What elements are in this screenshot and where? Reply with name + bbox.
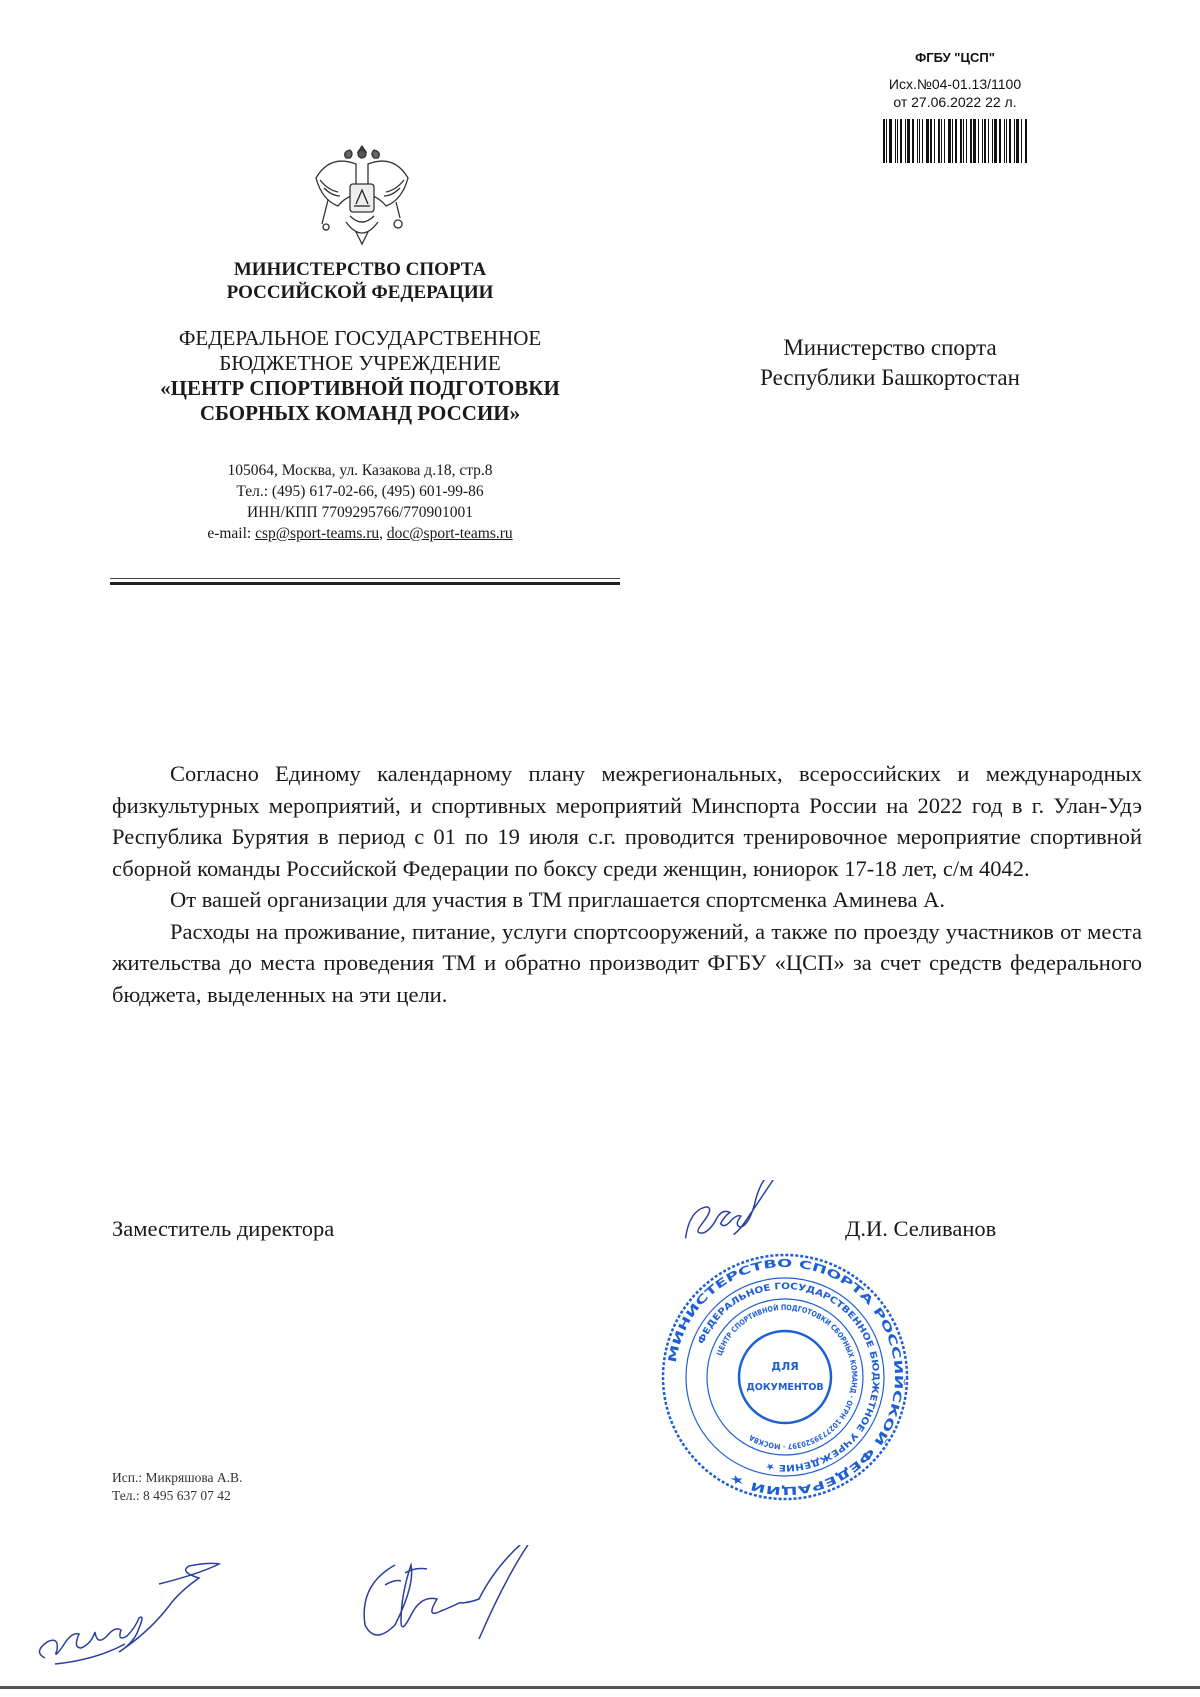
barcode-bar — [1014, 119, 1015, 163]
barcode-bar — [948, 119, 951, 163]
barcode-bar — [1016, 119, 1019, 163]
barcode-bar — [907, 119, 910, 163]
barcode-bar — [930, 119, 932, 163]
barcode-bar — [1021, 119, 1022, 163]
official-seal-icon — [660, 1252, 910, 1502]
registration-date: от 27.06.2022 22 л. — [893, 94, 1017, 110]
barcode-bar — [938, 119, 940, 163]
institution-name-line-2: СБОРНЫХ КОМАНД РОССИИ» — [199, 401, 521, 425]
seal-center-line-2: ДОКУМЕНТОВ — [746, 1382, 824, 1393]
body-paragraph: Согласно Единому календарному плану межрегиональных, всероссийских и международных физкультурных мероприятий, и спортивных мероприятий Минспорта России на 2022 год в г. Улан-Удэ Республика Бурятия в период с 01 по 19 июля с.г. проводится тренировочное мероприятие спортивной сборной команды Российской Федерации по боксу среди женщин, юниорок 17-18 лет, с/м 4042. — [112, 761, 1142, 881]
seal-middle-text: ФЕДЕРАЛЬНОЕ ГОСУДАРСТВЕННОЕ БЮДЖЕТНОЕ УЧРЕЖДЕНИЕ ★ — [696, 1281, 881, 1473]
barcode-bar — [922, 119, 923, 163]
executor-block — [112, 1469, 242, 1505]
barcode-bar — [960, 119, 962, 163]
registration-stamp — [870, 50, 1040, 163]
contact-block — [100, 460, 620, 544]
barcode-bar — [973, 119, 976, 163]
barcode-bar — [994, 119, 997, 163]
institution-heading — [100, 326, 620, 426]
barcode-bar — [900, 119, 902, 163]
barcode-bar — [886, 119, 887, 163]
barcode-bar — [963, 119, 964, 163]
addressee — [700, 333, 1080, 393]
barcode-icon — [870, 119, 1040, 163]
signer-position: Заместитель директора — [112, 1216, 335, 1241]
barcode-bar — [926, 119, 929, 163]
email-link-doc[interactable]: doc@sport-teams.ru — [386, 525, 513, 542]
coat-of-arms-icon — [306, 140, 418, 250]
seal-inner-text: ЦЕНТР СПОРТИВНОЙ ПОДГОТОВКИ СБОРНЫХ КОМАНД · ОГРН 1027739520397 · МОСКВА — [714, 1302, 860, 1452]
barcode-bar — [992, 119, 993, 163]
inn-kpp: ИНН/КПП 7709295766/770901001 — [246, 504, 474, 521]
institution-name-line-1: «ЦЕНТР СПОРТИВНОЙ ПОДГОТОВКИ — [160, 376, 560, 400]
barcode-bar — [955, 119, 957, 163]
initial-signature-1-icon — [25, 1560, 295, 1670]
letter-body — [112, 758, 1142, 1010]
institution-type-line-2: БЮДЖЕТНОЕ УЧРЕЖДЕНИЕ — [219, 351, 501, 375]
initial-signature-2-icon — [355, 1545, 585, 1665]
barcode-bar — [982, 119, 983, 163]
barcode-bar — [889, 119, 892, 163]
institution-type-line-1: ФЕДЕРАЛЬНОЕ ГОСУДАРСТВЕННОЕ — [178, 326, 542, 350]
executor-phone: Тел.: 8 495 637 07 42 — [112, 1488, 231, 1503]
registration-organization: ФГБУ "ЦСП" — [915, 50, 995, 65]
barcode-bar — [984, 119, 986, 163]
body-paragraph: От вашей организации для участия в ТМ приглашается спортсменка Аминева А. — [170, 887, 945, 912]
email-separator: , — [379, 525, 387, 542]
body-paragraph: Расходы на проживание, питание, услуги спортсооружений, а также по проезду участников от места жительства до места проведения ТМ и обратно производит ФГБУ «ЦСП» за счет средств федерального бюджета, выделенных на эти цели. — [112, 918, 1142, 1007]
page-bottom-edge — [0, 1686, 1200, 1689]
barcode-bar — [966, 119, 967, 163]
barcode-bar — [978, 119, 979, 163]
signer-name: Д.И. Селиванов — [845, 1216, 997, 1241]
barcode-bar — [988, 119, 989, 163]
ministry-line-2: РОССИЙСКОЙ ФЕДЕРАЦИИ — [226, 282, 494, 303]
outgoing-number: Исх.№04-01.13/1100 — [888, 76, 1022, 92]
seal-center-line-1: ДЛЯ — [771, 1360, 799, 1373]
barcode-bar — [952, 119, 953, 163]
barcode-bar — [1009, 119, 1011, 163]
barcode-bar — [999, 119, 1001, 163]
barcode-bar — [897, 119, 898, 163]
barcode-bar — [1025, 119, 1027, 163]
executor-name: Исп.: Микряшова А.В. — [112, 1470, 243, 1485]
barcode-bar — [1006, 119, 1007, 163]
svg-text:МИНИСТЕРСТВО СПОРТА РОССИЙСКОЙ — [666, 1257, 905, 1497]
barcode-bar — [934, 119, 935, 163]
barcode-bar — [912, 119, 914, 163]
barcode-bar — [941, 119, 942, 163]
email-line — [100, 523, 620, 544]
addressee-line-1: Министерство спорта — [783, 335, 997, 360]
barcode-bar — [919, 119, 920, 163]
ministry-line-1: МИНИСТЕРСТВО СПОРТА — [233, 259, 487, 280]
director-signature-icon — [680, 1180, 800, 1256]
barcode-bar — [917, 119, 918, 163]
email-link-csp[interactable]: csp@sport-teams.ru — [255, 525, 380, 542]
phones: Тел.: (495) 617-02-66, (495) 601-99-86 — [236, 483, 484, 500]
email-label: e-mail: — [207, 525, 256, 542]
svg-text:ЦЕНТР СПОРТИВНОЙ ПОДГОТОВКИ СБ — [715, 1303, 859, 1451]
barcode-bar — [883, 119, 885, 163]
seal-outer-text: МИНИСТЕРСТВО СПОРТА РОССИЙСКОЙ ФЕДЕРАЦИИ ★ — [665, 1256, 906, 1498]
barcode-bar — [944, 119, 945, 163]
ministry-heading — [100, 258, 620, 304]
address: 105064, Москва, ул. Казакова д.18, стр.8 — [227, 462, 493, 479]
letterhead-divider-thin — [110, 578, 620, 579]
addressee-line-2: Республики Башкортостан — [760, 365, 1020, 390]
barcode-bar — [895, 119, 896, 163]
barcode-bar — [905, 119, 906, 163]
barcode-bar — [970, 119, 972, 163]
letterhead-divider-thick — [110, 582, 620, 585]
barcode-bar — [1004, 119, 1005, 163]
